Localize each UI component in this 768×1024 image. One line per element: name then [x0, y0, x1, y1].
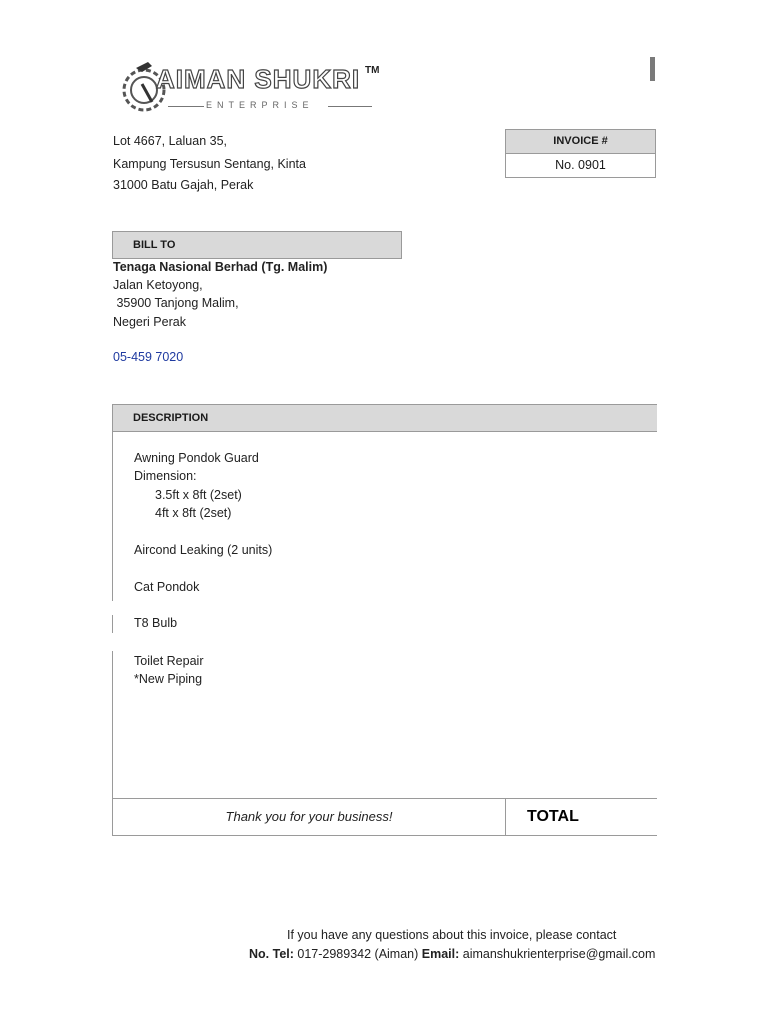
bill-to-address-line: Jalan Ketoyong, — [113, 278, 203, 292]
totals-row — [112, 798, 657, 836]
invoice-label: INVOICE # — [506, 130, 655, 154]
description-item: *New Piping — [134, 672, 203, 686]
bill-to-label: BILL TO — [133, 239, 176, 251]
description-item: Awning Pondok Guard — [134, 451, 259, 465]
email-label: Email: — [421, 947, 460, 961]
description-label: DESCRIPTION — [133, 412, 209, 424]
company-address-line: 31000 Batu Gajah, Perak — [113, 178, 254, 192]
description-item: 3.5ft x 8ft (2set) — [155, 488, 242, 502]
table-border-left — [112, 651, 113, 798]
logo-trademark: TM — [365, 65, 380, 76]
thank-you-note: Thank you for your business! — [113, 799, 506, 835]
total-label: TOTAL — [527, 808, 579, 825]
tel-label: No. Tel: — [249, 947, 294, 961]
description-item: Cat Pondok — [134, 580, 200, 594]
logo-divider — [328, 106, 372, 107]
table-border-left — [112, 615, 113, 633]
contact-question: If you have any questions about this invoice, please contact — [287, 928, 617, 942]
description-item: 4ft x 8ft (2set) — [155, 506, 232, 520]
bill-to-name: Tenaga Nasional Berhad (Tg. Malim) — [113, 260, 328, 274]
bill-to-address-line: 35900 Tanjong Malim, — [113, 296, 239, 310]
contact-details — [249, 947, 656, 961]
bill-to-address-line: Negeri Perak — [113, 315, 186, 329]
description-item: Dimension: — [134, 469, 197, 483]
company-logo — [118, 52, 383, 120]
page-edge-mark — [650, 57, 655, 81]
description-item: Toilet Repair — [134, 654, 204, 668]
email-value[interactable]: aimanshukrienterprise@gmail.com — [459, 947, 656, 961]
company-address-line: Kampung Tersusun Sentang, Kinta — [113, 157, 306, 171]
bill-to-phone[interactable]: 05-459 7020 — [113, 350, 184, 364]
logo-divider — [168, 106, 204, 107]
invoice-number-box — [505, 129, 656, 178]
description-item: Aircond Leaking (2 units) — [134, 543, 273, 557]
logo-name: AIMAN SHUKRI — [156, 64, 361, 94]
invoice-number: No. 0901 — [555, 158, 606, 172]
description-item: T8 Bulb — [134, 616, 178, 630]
bill-to-header — [112, 231, 402, 259]
tel-value: 017-2989342 (Aiman) — [293, 947, 422, 961]
company-address-line: Lot 4667, Laluan 35, — [113, 134, 227, 148]
logo-tagline: ENTERPRISE — [206, 100, 314, 110]
description-header — [112, 404, 657, 432]
table-border-left — [112, 431, 113, 601]
